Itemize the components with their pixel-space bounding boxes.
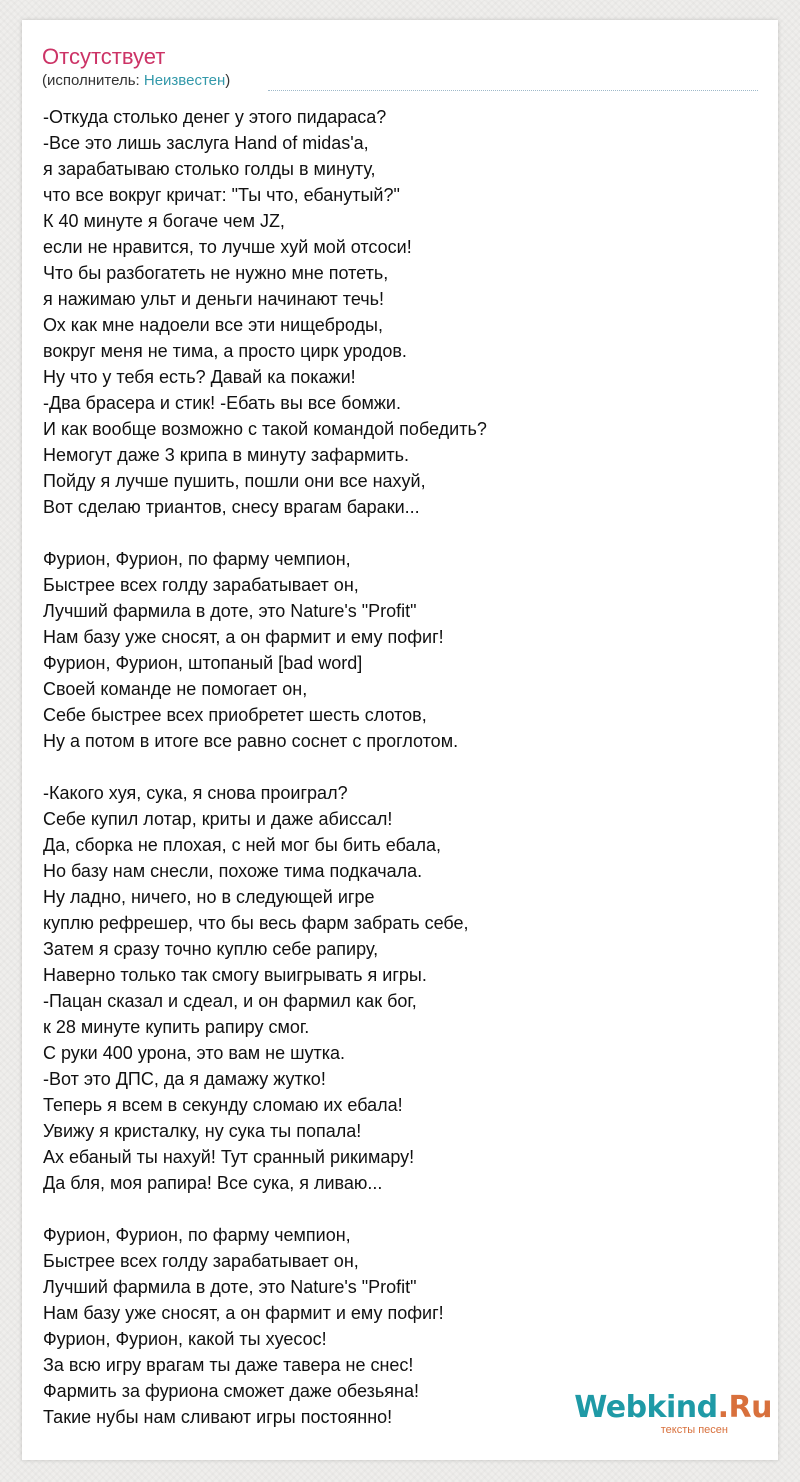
brand-tagline: тексты песен: [660, 1424, 728, 1436]
song-title: Отсутствует: [42, 44, 166, 69]
artist-suffix: ): [225, 72, 231, 89]
brand-logo[interactable]: [552, 1390, 772, 1440]
artist-prefix: (исполнитель:: [42, 72, 144, 89]
lyrics-card: [22, 20, 778, 1460]
brand-name-tld: .Ru: [717, 1390, 772, 1425]
dotted-divider: [268, 90, 758, 91]
brand-name-main: Webkind: [574, 1390, 718, 1425]
artist-link[interactable]: Неизвестен: [143, 72, 226, 89]
lyrics-text: -Откуда столько денег у этого пидараса? -Все это лишь заслуга Hand of midas'a, я зарабатываю столько голды в минуту, что все вокруг кричат: "Ты что, ебанутый?" К 40 минуте я богаче чем JZ, если не нравится, то лучше хуй мой отсоси! Что бы разбогатеть не нужно мне потеть, я нажимаю ульт и деньги начинают течь! Ох как мне надоели все эти нищеброды, вокруг меня не тима, а просто цирк уродов. Ну что у тебя есть? Давай ка покажи! -Два брасера и стик! -Ебать вы все бомжи. И как вообще возможно с такой командой победить? Немогут даже 3 крипа в минуту зафармить. Пойду я лучше пушить, пошли они все нахуй, Вот сделаю триантов, снесу врагам бараки... Фурион, Фурион, по фарму чемпион, Быстрее всех голду зарабатывает он, Лучший фармила в доте, это Nature's "Profit" Нам базу уже сносят, а он фармит и ему пофиг! Фурион, Фурион, штопаный [bad word] Своей команде не помогает он, Себе быстрее всех приобретет шесть слотов, Ну а потом в итоге все равно соснет с проглотом. -Какого хуя, сука, я снова проиграл? Себе купил лотар, криты и даже абиссал! Да, сборка не плохая, с ней мог бы бить ебала, Но базу нам снесли, похоже тима подкачала. Ну ладно, ничего, но в следующей игре куплю рефрешер, что бы весь фарм забрать себе, Затем я сразу точно куплю себе рапиру, Наверно только так смогу выигрывать я игры. -Пацан сказал и сдеал, и он фармил как бог, к 28 минуте купить рапиру смог. С руки 400 урона, это вам не шутка. -Вот это ДПС, да я дамажу жутко! Теперь я всем в секунду сломаю их ебала! Увижу я кристалку, ну сука ты попала! Ах ебаный ты нахуй! Тут сранный рикимару! Да бля, моя рапира! Все сука, я ливаю... Фурион, Фурион, по фарму чемпион, Быстрее всех голду зарабатывает он, Лучший фармила в доте, это Nature's "Profit" Нам базу уже сносят, а он фармит и ему пофиг! Фурион, Фурион, какой ты хуесос! За всю игру врагам ты даже тавера не снес! Фармить за фуриона сможет даже обезьяна! Такие нубы нам сливают игры постоянно!: [43, 107, 487, 1427]
brand-name: [574, 1390, 772, 1425]
artist-line: [42, 72, 230, 89]
